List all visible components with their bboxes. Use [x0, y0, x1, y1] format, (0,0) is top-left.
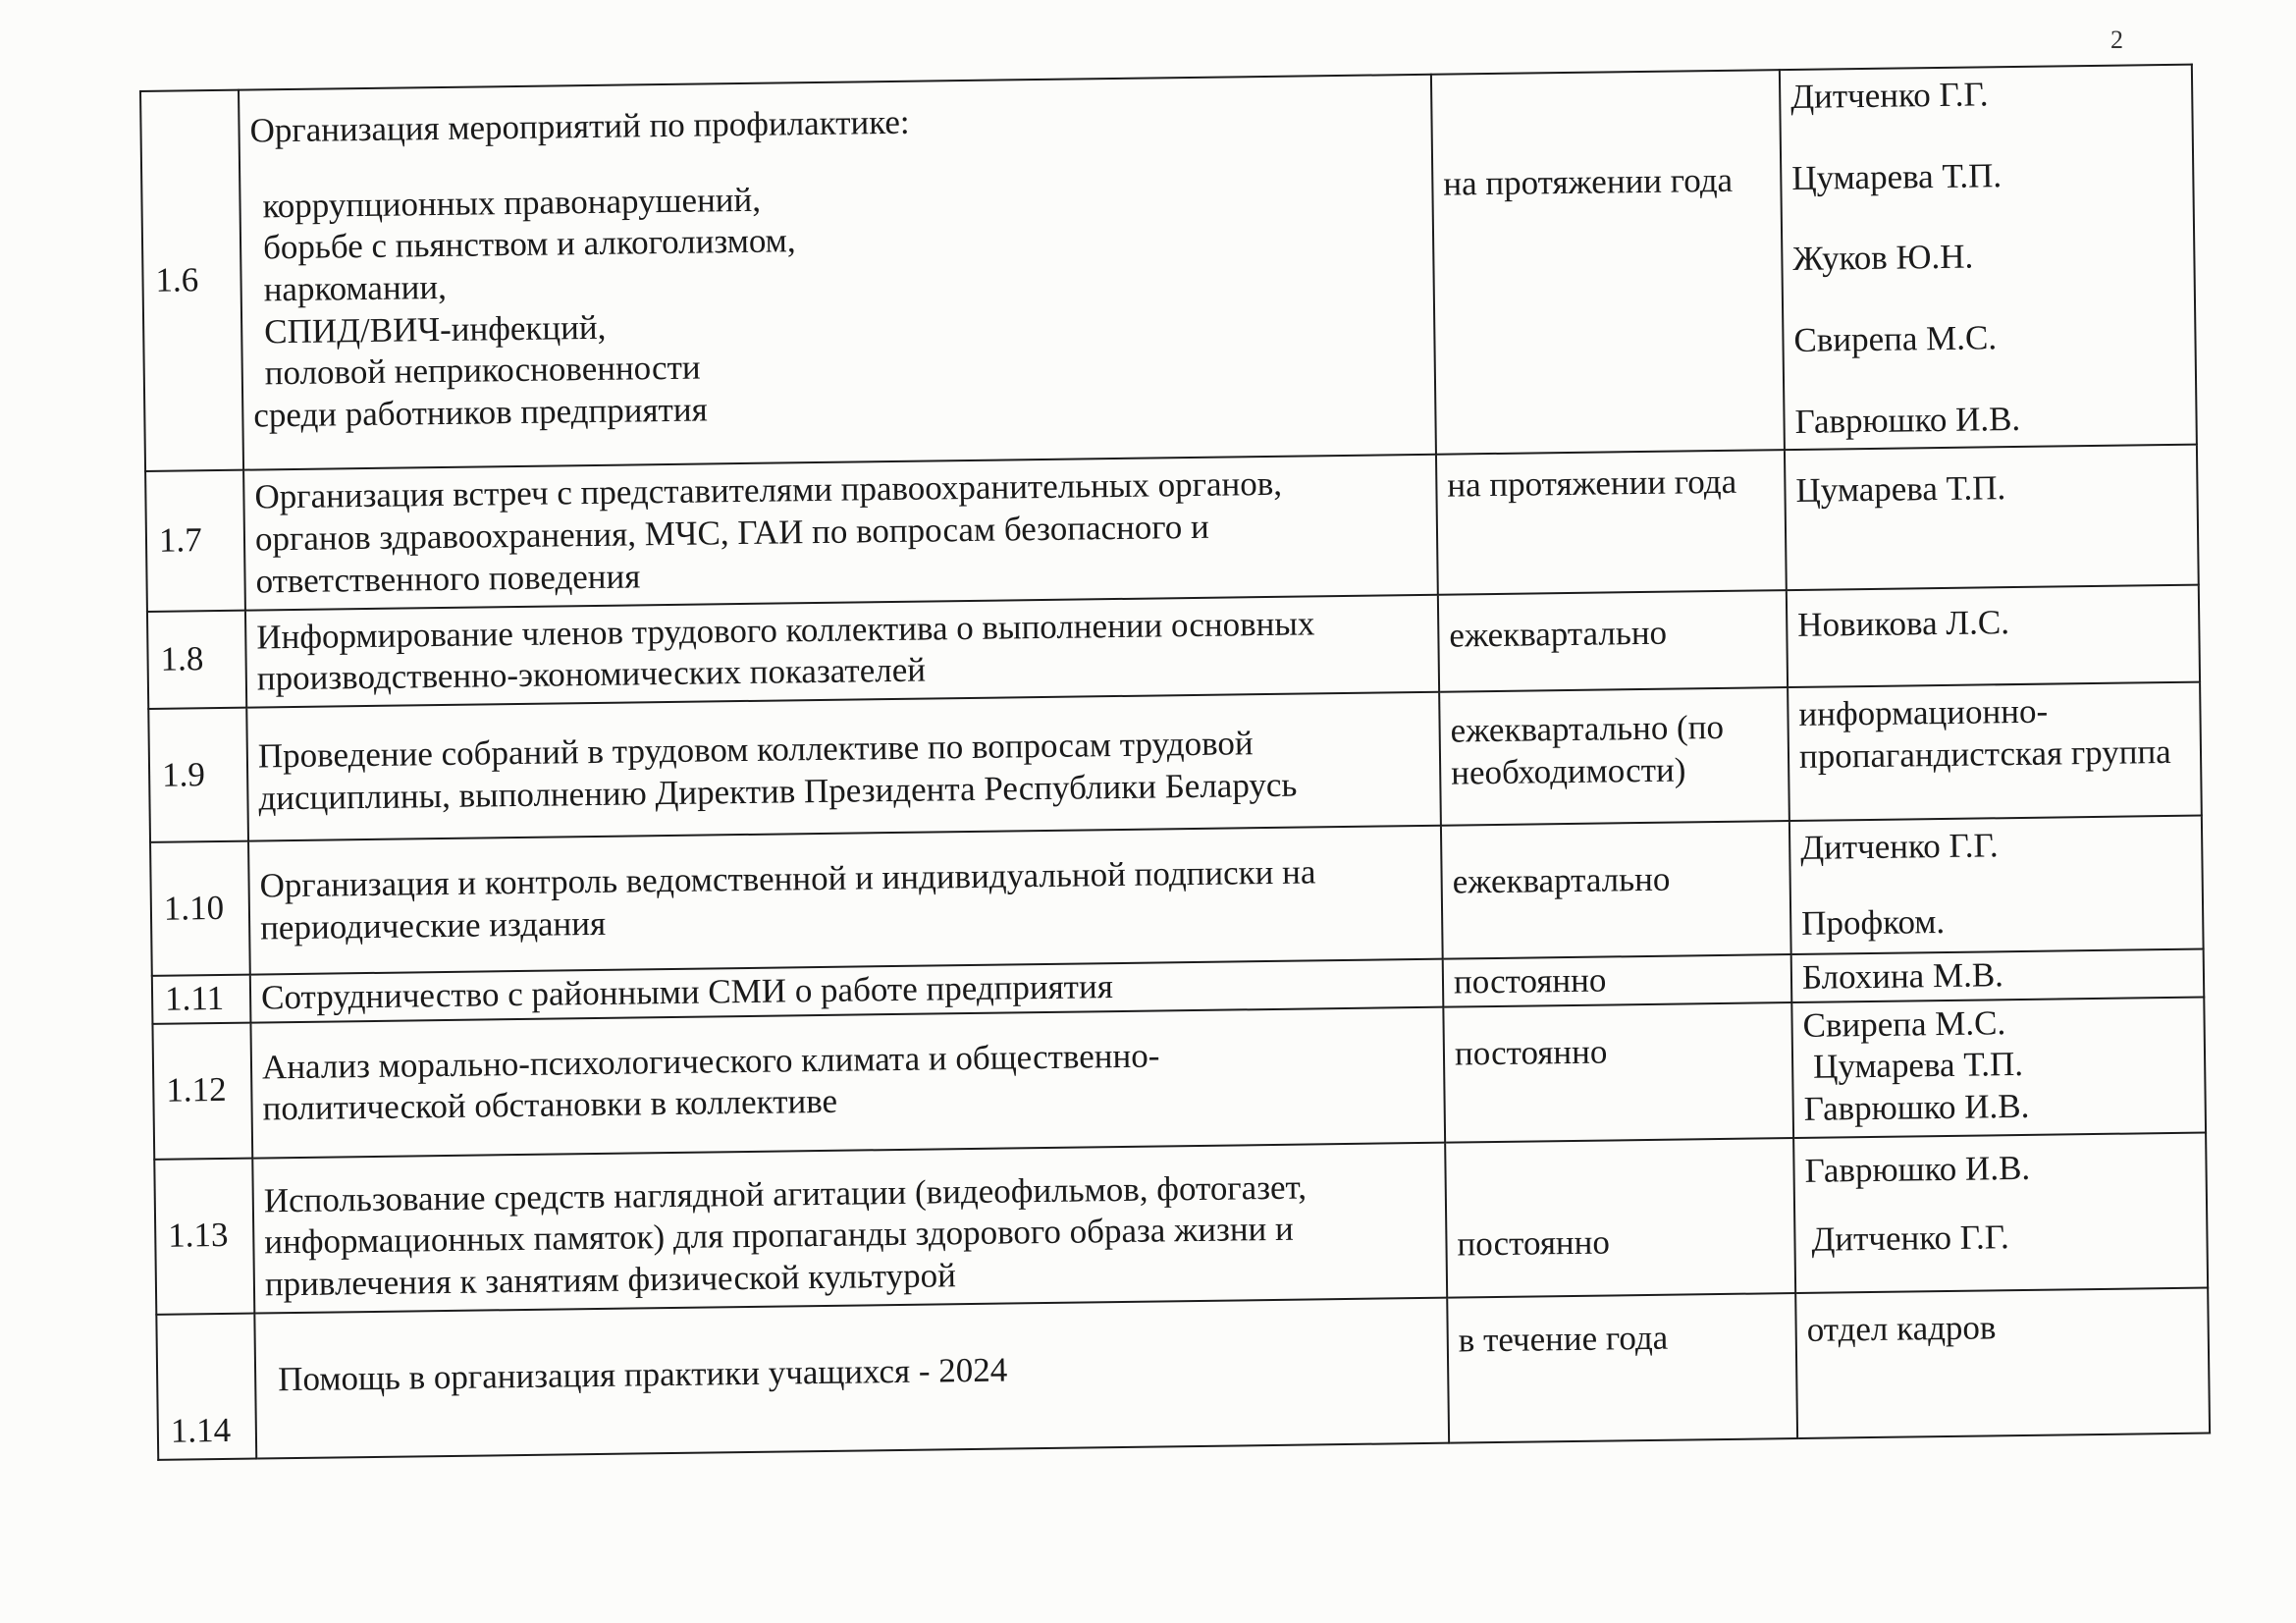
- row-number: 1.7: [145, 470, 245, 611]
- activity-line: борьбе с пьянством и алкоголизмом,: [262, 221, 796, 267]
- activity-cell: [250, 1006, 1445, 1158]
- row-number: 1.12: [152, 1022, 252, 1159]
- responsible-name: информационно-пропагандистская группа: [1798, 691, 2171, 776]
- activity-line: Организация встреч с представителями правоохранительных органов,: [254, 464, 1283, 516]
- table-row: [148, 681, 2202, 841]
- activity-line: Сотрудничество с районными СМИ о работе предприятия: [260, 966, 1114, 1017]
- responsible-cell: [1788, 681, 2202, 820]
- term-cell: в течение года: [1447, 1293, 1797, 1443]
- activity-line: среди работников предприятия: [253, 390, 708, 435]
- activity-cell: [254, 1297, 1449, 1458]
- responsible-name: Новикова Л.С.: [1797, 602, 2010, 644]
- activity-line: Информирование членов трудового коллектива о выполнении основных: [256, 603, 1315, 656]
- table-row: [152, 997, 2206, 1159]
- activity-line: ответственного поведения: [255, 557, 641, 601]
- activity-line: привлечения к занятиям физической культурой: [264, 1256, 957, 1304]
- term-cell: постоянно: [1443, 1002, 1793, 1143]
- responsible-cell: [1787, 584, 2200, 687]
- activity-line: Организация и контроль ведомственной и индивидуальной подписки на: [259, 852, 1316, 905]
- responsible-name: Дитченко Г.Г.: [1799, 826, 1999, 867]
- activity-line: Анализ морально-психологического климата и общественно-: [261, 1036, 1160, 1087]
- activity-line: Использование средств наглядной агитации (видеофильмов, фотогазет,: [263, 1167, 1308, 1220]
- responsible-name: Цумарева Т.П.: [1812, 1045, 2024, 1087]
- term-cell: на протяжении года: [1431, 70, 1785, 455]
- activity-cell: [248, 826, 1443, 975]
- activity-cell: [252, 1142, 1447, 1313]
- row-number: 1.9: [148, 707, 248, 841]
- responsible-name: Жуков Ю.Н.: [1792, 237, 1974, 279]
- activity-cell: [245, 594, 1439, 707]
- responsible-name: Дитченко Г.Г.: [1811, 1217, 2010, 1260]
- responsible-name: Блохина М.В.: [1801, 955, 2004, 997]
- table-row: [145, 445, 2199, 611]
- activity-line: органов здравоохранения, МЧС, ГАИ по вопросам безопасного и: [254, 507, 1210, 559]
- row-number: 1.14: [156, 1313, 256, 1459]
- term-cell: постоянно: [1445, 1138, 1795, 1298]
- term-cell: ежеквартально (по необходимости): [1439, 687, 1789, 826]
- term-cell: на протяжении года: [1436, 451, 1787, 595]
- responsible-cell: [1791, 997, 2206, 1138]
- responsible-cell: [1791, 948, 2205, 1001]
- responsible-name: отдел кадров: [1806, 1308, 1997, 1349]
- responsible-name: Свирепа М.С.: [1802, 1002, 2006, 1045]
- table-row: [156, 1287, 2210, 1459]
- term-cell: ежеквартально: [1441, 821, 1791, 959]
- responsible-name: Гаврюшко И.В.: [1804, 1148, 2031, 1190]
- responsible-cell: [1795, 1287, 2210, 1437]
- term-cell: ежеквартально: [1438, 590, 1788, 692]
- responsible-cell: [1789, 815, 2204, 953]
- responsible-name: Дитченко Г.Г.: [1789, 75, 1989, 116]
- row-number: 1.10: [150, 840, 250, 975]
- table-row: [140, 65, 2197, 472]
- responsible-name: Цумарева Т.П.: [1791, 155, 2002, 197]
- activity-line: СПИД/ВИЧ-инфекций,: [263, 307, 607, 352]
- activity-line: дисциплины, выполнению Директив Президента Республики Беларусь: [258, 765, 1298, 818]
- activity-cell: [239, 75, 1436, 470]
- activity-line: политической обстановки в коллективе: [262, 1082, 838, 1128]
- responsible-name: Свирепа М.С.: [1793, 318, 1998, 360]
- term-cell: постоянно: [1443, 954, 1792, 1006]
- activity-line: Организация мероприятий по профилактике:: [249, 102, 910, 150]
- plan-table: [139, 64, 2211, 1461]
- responsible-name: Гаврюшко И.В.: [1803, 1086, 2030, 1128]
- row-number: 1.13: [154, 1158, 254, 1314]
- row-number: 1.11: [152, 974, 251, 1023]
- activity-cell: [246, 692, 1441, 841]
- responsible-cell: [1780, 65, 2197, 451]
- activity-line: информационных памяток) для пропаганды здорового образа жизни и: [264, 1210, 1295, 1262]
- responsible-name: Цумарева Т.П.: [1795, 468, 2006, 511]
- table-row: [154, 1132, 2208, 1314]
- responsible-name: Гаврюшко И.В.: [1794, 399, 2021, 441]
- activity-line: Помощь в организация практики учащихся - 2024: [277, 1350, 1008, 1398]
- activity-line: коррупционных правонарушений,: [262, 180, 762, 226]
- table-row: [150, 815, 2204, 975]
- activity-line: наркомании,: [263, 267, 448, 309]
- page-number: 2: [2110, 26, 2123, 54]
- row-number: 1.6: [140, 90, 243, 472]
- activity-line: Проведение собраний в трудовом коллективе по вопросам трудовой: [257, 724, 1254, 776]
- responsible-cell: [1785, 445, 2199, 590]
- responsible-name: Профком.: [1800, 901, 1946, 943]
- activity-cell: [243, 455, 1438, 610]
- activity-line: периодические издания: [259, 903, 607, 947]
- activity-line: половой неприкосновенности: [264, 348, 701, 393]
- row-number: 1.8: [147, 610, 246, 709]
- responsible-cell: [1793, 1132, 2208, 1293]
- activity-line: производственно-экономических показателей: [256, 650, 927, 698]
